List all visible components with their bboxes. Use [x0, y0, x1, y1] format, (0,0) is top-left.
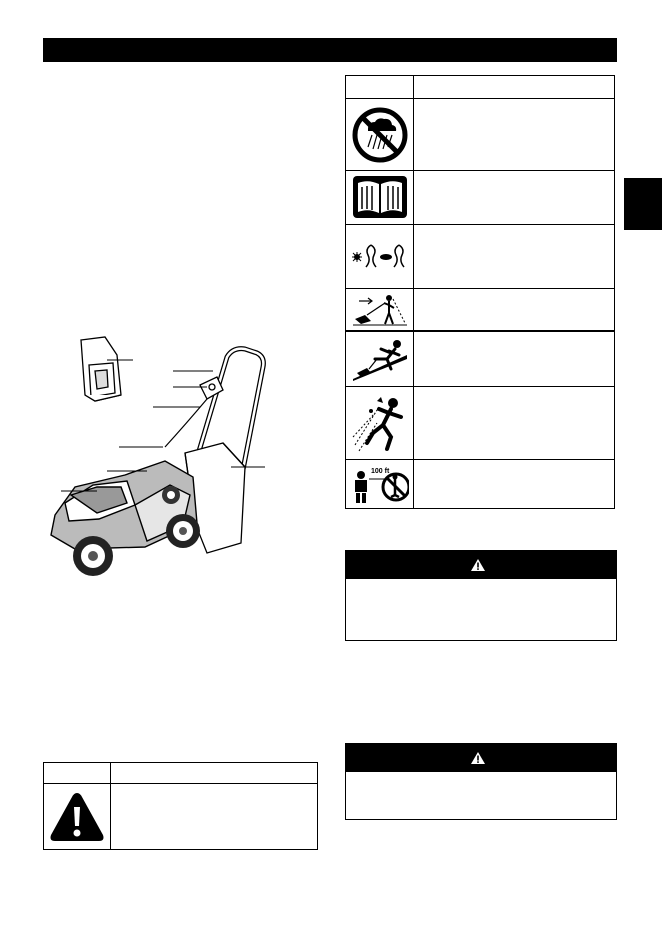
intro-text: [43, 72, 318, 322]
row-divider: [346, 224, 614, 225]
column-divider: [413, 76, 414, 508]
lawn-mower-illustration: [35, 335, 335, 585]
pull-back-mower-icon: [350, 290, 409, 330]
svg-text:100 ft: 100 ft: [370, 468, 389, 475]
row-divider: [346, 288, 614, 289]
thrown-objects-icon: [350, 389, 409, 457]
rotating-blade-icon: [350, 226, 409, 286]
warning-text: [346, 772, 616, 784]
no-rain-icon: [350, 102, 409, 168]
read-manual-icon: [350, 172, 409, 222]
warning-box-1: [345, 550, 617, 641]
symbol-table: [345, 75, 615, 509]
section-header-bar: [43, 38, 617, 62]
row-divider: [346, 386, 614, 387]
column-divider: [110, 763, 111, 849]
section-title: [43, 42, 51, 57]
grass-catcher-detail: [81, 337, 121, 401]
keep-distance-icon: [350, 462, 409, 508]
warning-triangle-icon: [471, 559, 485, 571]
safety-symbol-table: [43, 762, 318, 850]
row-divider: [346, 330, 614, 332]
safety-alert-icon: [46, 785, 108, 849]
warning-box-2: [345, 743, 617, 820]
language-tab: [624, 178, 662, 230]
warning-header: [346, 744, 616, 772]
mower-svg: [35, 335, 335, 585]
warning-triangle-icon: [471, 752, 485, 764]
header-divider: [346, 98, 614, 99]
warning-header: [346, 551, 616, 579]
row-divider: [346, 459, 614, 460]
slope-slip-icon: [350, 333, 409, 385]
warning-text: [346, 579, 616, 591]
header-divider: [44, 783, 317, 784]
row-divider: [346, 170, 614, 171]
